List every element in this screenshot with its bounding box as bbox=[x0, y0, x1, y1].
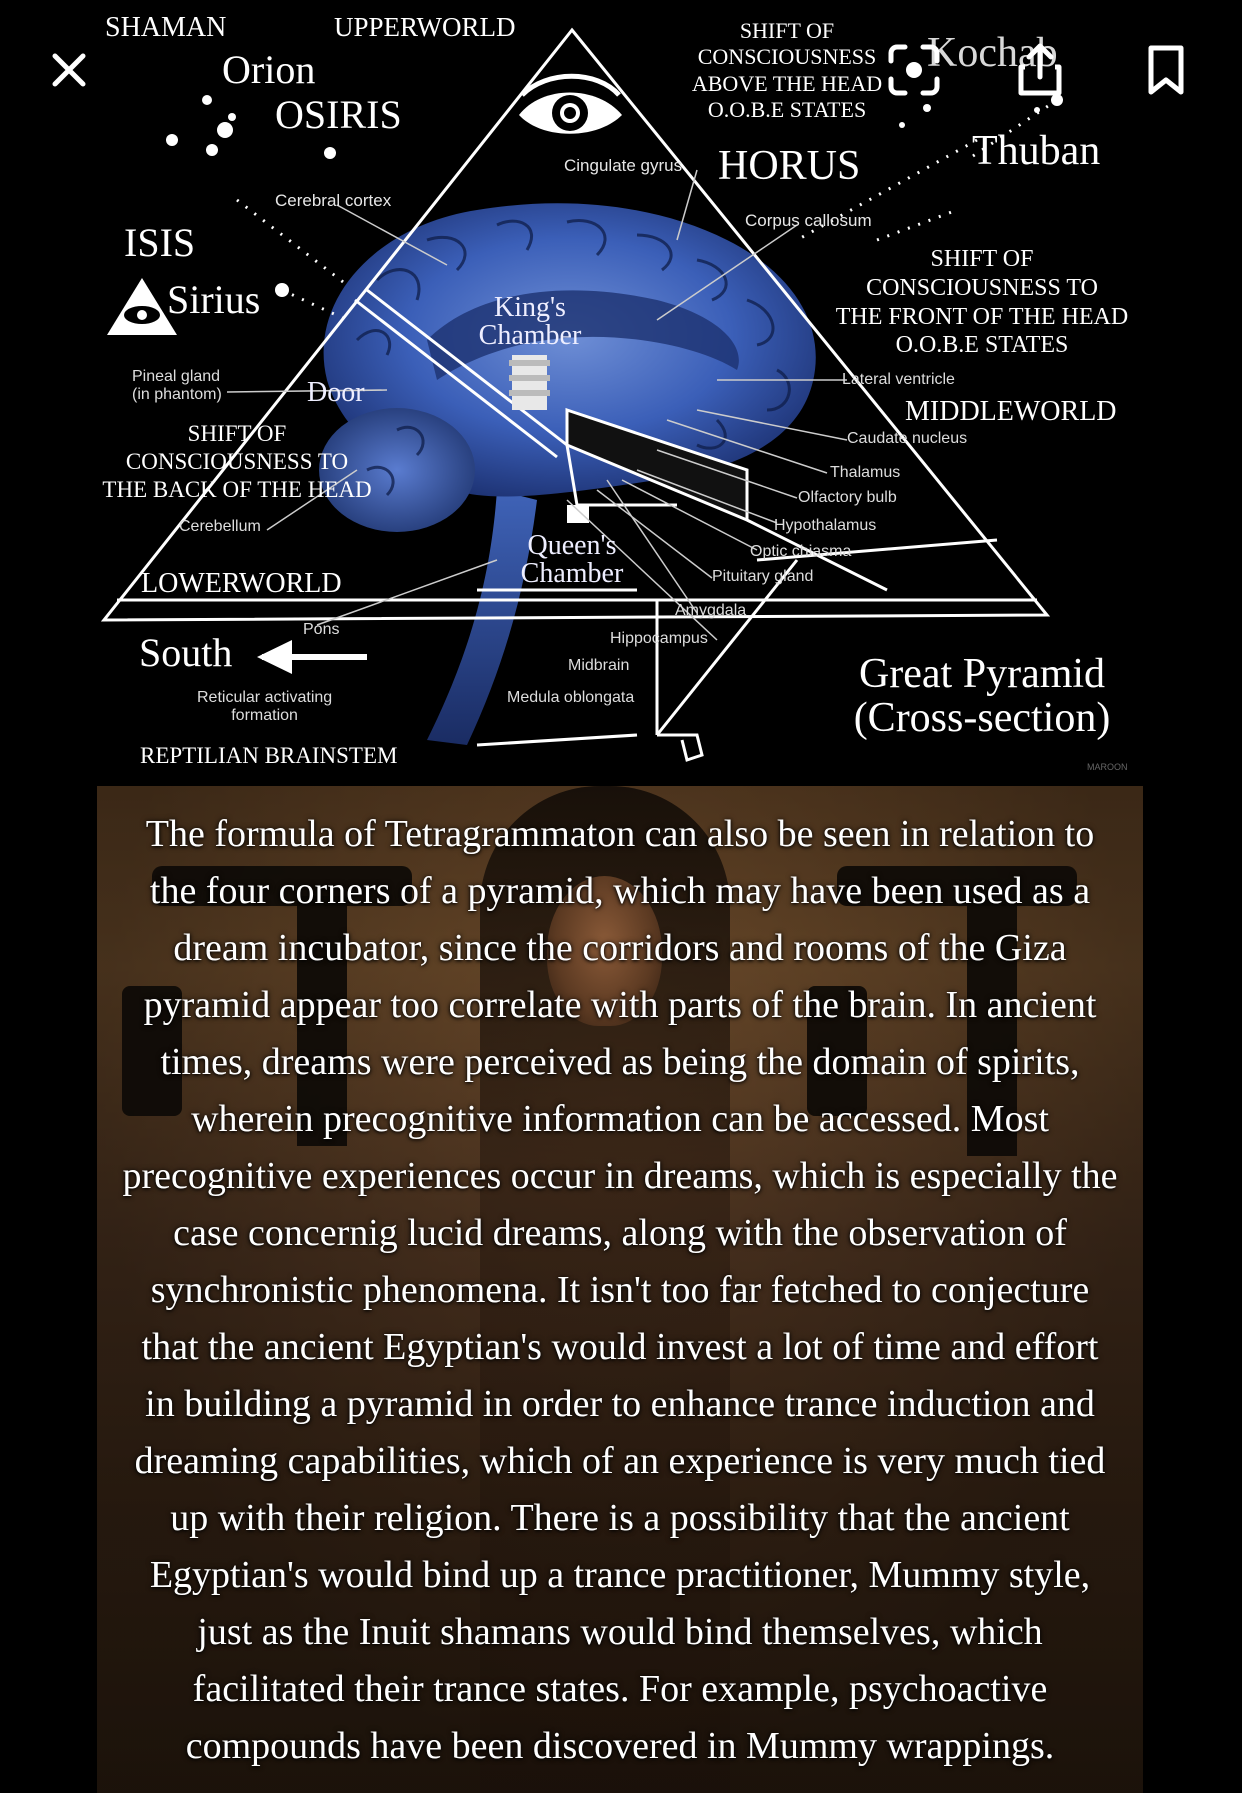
body-line: that the ancient Egyptian's would invest a lot of time and effort bbox=[141, 1326, 1099, 1368]
label-kochab: Kochab bbox=[927, 30, 1058, 76]
label-orion: Orion bbox=[222, 47, 316, 92]
label-thalamus: Thalamus bbox=[830, 464, 901, 481]
label-optic: Optic chiasma bbox=[750, 543, 852, 560]
body-line: just as the Inuit shamans would bind themselves, which bbox=[197, 1611, 1043, 1653]
label-amygdala: Amygdala bbox=[675, 602, 747, 619]
label-shift-above bbox=[687, 18, 887, 124]
label-pineal bbox=[132, 368, 222, 403]
shift-front-line-4: O.O.B.E STATES bbox=[895, 332, 1069, 359]
pyramid-brain-diagram bbox=[97, 0, 1143, 778]
label-isis: ISIS bbox=[124, 220, 196, 265]
body-line: times, dreams were perceived as being the domain of spirits, bbox=[160, 1041, 1080, 1083]
body-line: dream incubator, since the corridors and rooms of the Giza bbox=[173, 927, 1067, 969]
bookmark-icon bbox=[1146, 44, 1186, 96]
label-kings-chamber bbox=[465, 294, 595, 350]
label-pons: Pons bbox=[303, 621, 340, 638]
body-line: up with their religion. There is a possibility that the ancient bbox=[170, 1497, 1070, 1539]
label-lateral-ventricle: Lateral ventricle bbox=[842, 371, 955, 388]
label-olfactory: Olfactory bulb bbox=[798, 489, 897, 506]
label-reticular bbox=[197, 689, 332, 724]
kings-chamber-line-2: Chamber bbox=[478, 320, 582, 351]
pineal-line-2: (in phantom) bbox=[132, 385, 222, 403]
label-shift-front bbox=[827, 245, 1137, 360]
label-hypothalamus: Hypothalamus bbox=[774, 517, 877, 534]
shift-above-line-4: O.O.B.E STATES bbox=[707, 97, 867, 123]
reticular-line-1: Reticular activating bbox=[197, 689, 333, 706]
body-line: dreaming capabilities, which of an experience is very much tied bbox=[134, 1440, 1106, 1482]
body-line: pyramid appear too correlate with parts of the brain. In ancient bbox=[143, 984, 1097, 1026]
label-middleworld: MIDDLEWORLD bbox=[905, 396, 1117, 427]
text-panel bbox=[97, 786, 1143, 1793]
great-pyramid-line-2: (Cross-section) bbox=[853, 695, 1111, 742]
label-south: South bbox=[139, 630, 233, 675]
share-button[interactable] bbox=[1010, 40, 1070, 100]
label-medula: Medula oblongata bbox=[507, 689, 635, 706]
close-icon bbox=[49, 50, 89, 90]
body-line: synchronistic phenomena. It isn't too far fetched to conjecture bbox=[150, 1269, 1090, 1311]
body-line: in building a pyramid in order to enhance trance induction and bbox=[145, 1383, 1095, 1425]
label-door: Door bbox=[307, 377, 365, 408]
body-line: compounds have been discovered in Mummy wrappings. bbox=[185, 1725, 1055, 1767]
label-cerebellum: Cerebellum bbox=[179, 518, 261, 535]
lens-icon bbox=[887, 43, 941, 97]
label-reptilian: REPTILIAN BRAINSTEM bbox=[140, 743, 398, 768]
label-cerebral-cortex: Cerebral cortex bbox=[275, 191, 392, 210]
shift-back-line-3: THE BACK OF THE HEAD bbox=[102, 477, 372, 503]
body-line: facilitated their trance states. For example, psychoactive bbox=[192, 1668, 1048, 1710]
label-upperworld: UPPERWORLD bbox=[334, 12, 516, 42]
lens-button[interactable] bbox=[884, 40, 944, 100]
queens-chamber-line-1: Queen's bbox=[527, 530, 617, 561]
label-osiris: OSIRIS bbox=[275, 92, 402, 137]
queens-chamber-line-2: Chamber bbox=[520, 558, 624, 589]
shift-back-line-2: CONSCIOUSNESS TO bbox=[125, 449, 349, 475]
pineal-line-1: Pineal gland bbox=[132, 368, 221, 385]
kings-chamber-line-1: King's bbox=[494, 292, 566, 323]
close-button[interactable] bbox=[39, 40, 99, 100]
label-midbrain: Midbrain bbox=[568, 657, 630, 674]
body-line: wherein precognitive information can be accessed. Most bbox=[191, 1098, 1049, 1140]
body-line: case concernig lucid dreams, along with the observation of bbox=[173, 1212, 1067, 1254]
label-horus: HORUS bbox=[718, 143, 861, 189]
body-line: Egyptian's would bind up a trance practitioner, Mummy style, bbox=[149, 1554, 1091, 1596]
shift-front-line-3: THE FRONT OF THE HEAD bbox=[835, 303, 1129, 330]
body-text bbox=[97, 806, 1143, 1775]
label-queens-chamber bbox=[507, 532, 637, 588]
shift-above-line-3: ABOVE THE HEAD bbox=[691, 70, 883, 96]
label-shaman: SHAMAN bbox=[105, 12, 227, 43]
shift-front-line-2: CONSCIOUSNESS TO bbox=[866, 274, 1098, 301]
share-icon bbox=[1017, 43, 1063, 97]
label-great-pyramid bbox=[832, 652, 1132, 740]
body-line: The formula of Tetragrammaton can also be seen in relation to bbox=[145, 813, 1095, 855]
bookmark-button[interactable] bbox=[1136, 40, 1196, 100]
label-thuban: Thuban bbox=[972, 128, 1101, 174]
body-line: precognitive experiences occur in dreams, which is especially the bbox=[122, 1155, 1118, 1197]
label-hippocampus: Hippocampus bbox=[610, 630, 708, 647]
label-sirius: Sirius bbox=[167, 277, 261, 322]
body-line: the four corners of a pyramid, which may have been used as a bbox=[149, 870, 1091, 912]
shift-above-line-1: SHIFT OF bbox=[739, 18, 835, 43]
label-corpus-callosum: Corpus callosum bbox=[745, 211, 872, 230]
label-cingulate: Cingulate gyrus bbox=[564, 156, 683, 175]
label-shift-back bbox=[97, 420, 377, 504]
label-pituitary: Pituitary gland bbox=[712, 568, 814, 585]
south-arrow bbox=[257, 640, 367, 674]
label-lowerworld: LOWERWORLD bbox=[141, 568, 342, 599]
reticular-line-2: formation bbox=[231, 706, 298, 724]
shift-above-line-2: CONSCIOUSNESS bbox=[697, 44, 877, 70]
artist-signature: MAROON bbox=[1087, 762, 1128, 772]
label-caudate: Caudate nucleus bbox=[847, 430, 968, 447]
shift-back-line-1: SHIFT OF bbox=[187, 421, 287, 446]
great-pyramid-line-1: Great Pyramid bbox=[858, 651, 1106, 697]
eye-symbol bbox=[519, 76, 622, 134]
shift-front-line-1: SHIFT OF bbox=[930, 246, 1034, 272]
